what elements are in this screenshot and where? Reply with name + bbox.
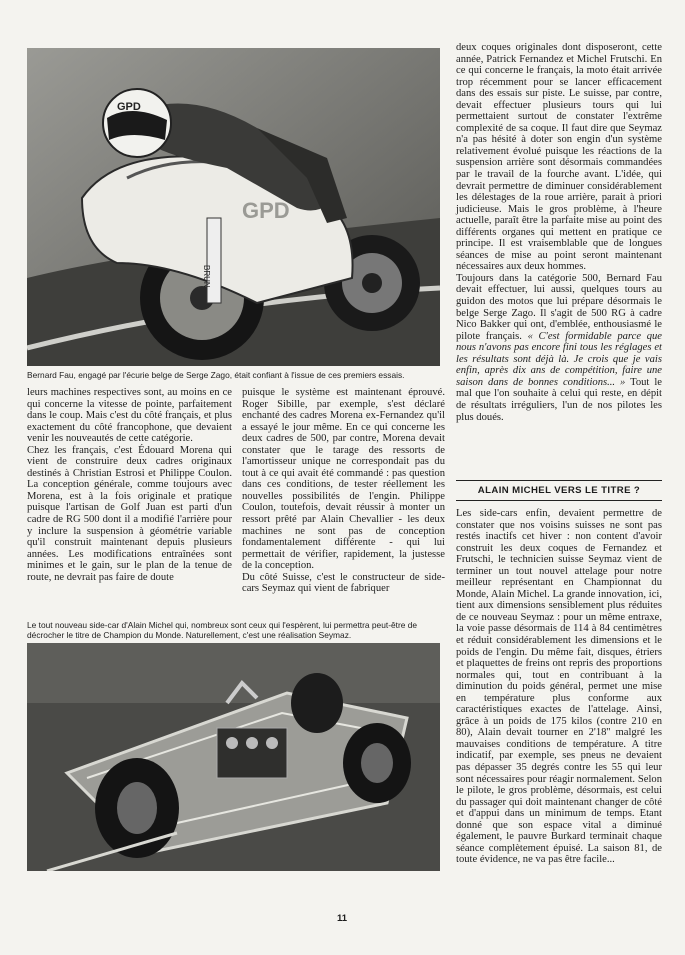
right-bottom-paragraph-1: Les side-cars enfin, devaient permettre de constater que nos voisins suisses ne sont pas restés inactifs cet hiver : non content d'avoir construit les deux coques de Fernandez et Frutschi, le technicien suisse Seymaz vient de terminer un tout nouvel attelage pour notre meilleur représentant en Championnat du Monde, Alain Michel. La grande innovation, ici, tient aux dimensions sensiblement plus réduites de ce nouveau Seymaz : pour un même entraxe, la voie passe désormais de 114 à 84 centimètres et réduit considérablement les dimensions et le poids de l'engin. Du même fait, disques, étriers et plaquettes de freins ont repris des proportions normales qui, tout en contribuant à la diminution du poids général, permet une mise en température plus conforme aux caractéristiques exactes de l'attelage. Ainsi, grâce à un poids de 175 kilos (contre 210 en 80), Alain devait tourner en 2'18'' malgré les mauvaises conditions de température. A titre indicatif, par exemple, ses pneus ne devaient pas dépasser 35 degrés contre les 55 qui leur sont nécessaires pour réagir normalement. Selon le pilote, le gros problème, désormais, est celui du passager qui doit maintenant changer de côté et d'appui dans un minimum de temps. Etant donné que son espace vital a diminué également, le pauvre Burkard terminait chaque séance complètement épuisé. La saison 81, de toute évidence, ne va pas être facile... xyxy=(456,508,662,866)
left-paragraph-1: leurs machines respectives sont, au moins en ce qui concerne la vitesse de pointe, parfaitement dans le coup. Mais c'est du côté français, et plus exactement du côté francophone, que devaient venir les nouveautés de cette catégorie. xyxy=(27,387,232,445)
right-paragraph-2 xyxy=(456,273,662,423)
section-heading: ALAIN MICHEL VERS LE TITRE ? xyxy=(456,480,662,501)
middle-paragraph-2: Du côté Suisse, c'est le constructeur de side-cars Seymaz qui vient de fabriquer xyxy=(242,571,445,595)
middle-paragraph-1: puisque le système est maintenant éprouvé. Roger Sibille, par exemple, s'est déclaré enchanté des cadres Morena ex-Fernandez qu'il a essayé le jour même. En ce qui concerne les deux cadres de 500, par contre, Morena devait constater que le tarage des ressorts de l'amortisseur unique ne correspondait pas du tout à ce qui avait été commandé : pas question dans ces conditions, de tester réellement les nouvelles possibilités de l'engin. Philippe Coulon, toutefois, devait réussir à monter un ressort prêté par Alain Chevallier - les deux machines ne sont pas de conception fondamentalement différente - qui lui permettait de vérifier, rapidement, la justesse de la conception. xyxy=(242,387,445,572)
fau-quote: « C'est formidable parce que nous n'avons pas encore fini tous les réglages et les résultats sont déjà là. Je crois que je vais enfin, après dix ans de compétition, faire une saison dans de bonnes conditions... » xyxy=(456,330,662,388)
svg-text:GPD: GPD xyxy=(242,198,290,223)
page-number: 11 xyxy=(336,913,348,924)
sidecar-illustration xyxy=(27,643,440,871)
svg-text:GPD: GPD xyxy=(117,101,141,113)
article-column-right-bottom xyxy=(456,508,662,866)
left-paragraph-2: Chez les français, c'est Édouard Morena qui vient de construire deux cadres originaux destinés à Christian Estrosi et Philippe Coulon. La conception générale, comme toujours avec Morena, est à la fois originale et pratique puisque l'artisan de Golf Juan est parti d'un cadre de RG 500 dont il a modifié l'arrière pour y inclure la suspension à géométrie variable qu'il construit maintenant depuis plusieurs années. Les modifications entraînées sont minimes et le gain, sur le plan de la tenue de route, ne devrait pas faire de doute xyxy=(27,444,232,583)
bottom-photo-caption: Le tout nouveau side-car d'Alain Michel qui, nombreux sont ceux qui l'espèrent, lui permettra peut-être de décrocher le titre de Champion du Monde. Naturellement, c'est une réalisation Seymaz. xyxy=(27,620,418,640)
article-column-left xyxy=(27,387,232,583)
top-photo-caption: Bernard Fau, engagé par l'écurie belge de Serge Zago, était confiant à l'issue de ces premiers essais. xyxy=(27,370,405,380)
photo-sidecar-chassis xyxy=(27,643,440,871)
right-paragraph-2-end: Tout le mal que l'on souhaite à celui qui reste, en dépit de résultats irréguliers, l'un de nos pilotes les plus doués. xyxy=(456,376,662,423)
right-paragraph-2-intro: Toujours dans la catégorie 500, Bernard Fau devait effectuer, lui aussi, quelques tours au guidon des motos que lui prépare désormais le belge Serge Zago. Il s'agit de 500 RG à cadre Nico Bakker qui ont, d'emblée, enthousiasmé le pilote français. xyxy=(456,272,662,342)
right-paragraph-1: deux coques originales dont disposeront, cette année, Patrick Fernandez et Michel Frutschi. En ce qui concerne le français, la moto était arrivée trop récemment pour se lancer efficacement dans des essais sur piste. Le suisse, par contre, devait effectuer plusieurs tours qui lui permettaient surtout de constater l'extrême complexité de sa coque. Il faut dire que Seymaz n'a pas hésité à doter son engin d'un système relativement évolué puisque les réactions de la suspension arrière sont désormais commandées par le travail de la fourche avant. L'idée, qui devrait permettre de diminuer considérablement les délestages de la roue arrière, parait à priori judicieuse. Mais le gros problème, à l'heure actuelle, paraît être la parfaite mise au point des différents organes qui mettent en pratique ce principe. Il est vraisemblable que de longues séances de mise au point seront maintenant nécessaires aux deux hommes. xyxy=(456,42,662,273)
motorcycle-illustration xyxy=(27,48,440,366)
article-column-middle xyxy=(242,387,445,595)
article-column-right-top xyxy=(456,42,662,423)
svg-text:BRUN: BRUN xyxy=(202,265,211,288)
photo-motorcycle-rider xyxy=(27,48,440,366)
